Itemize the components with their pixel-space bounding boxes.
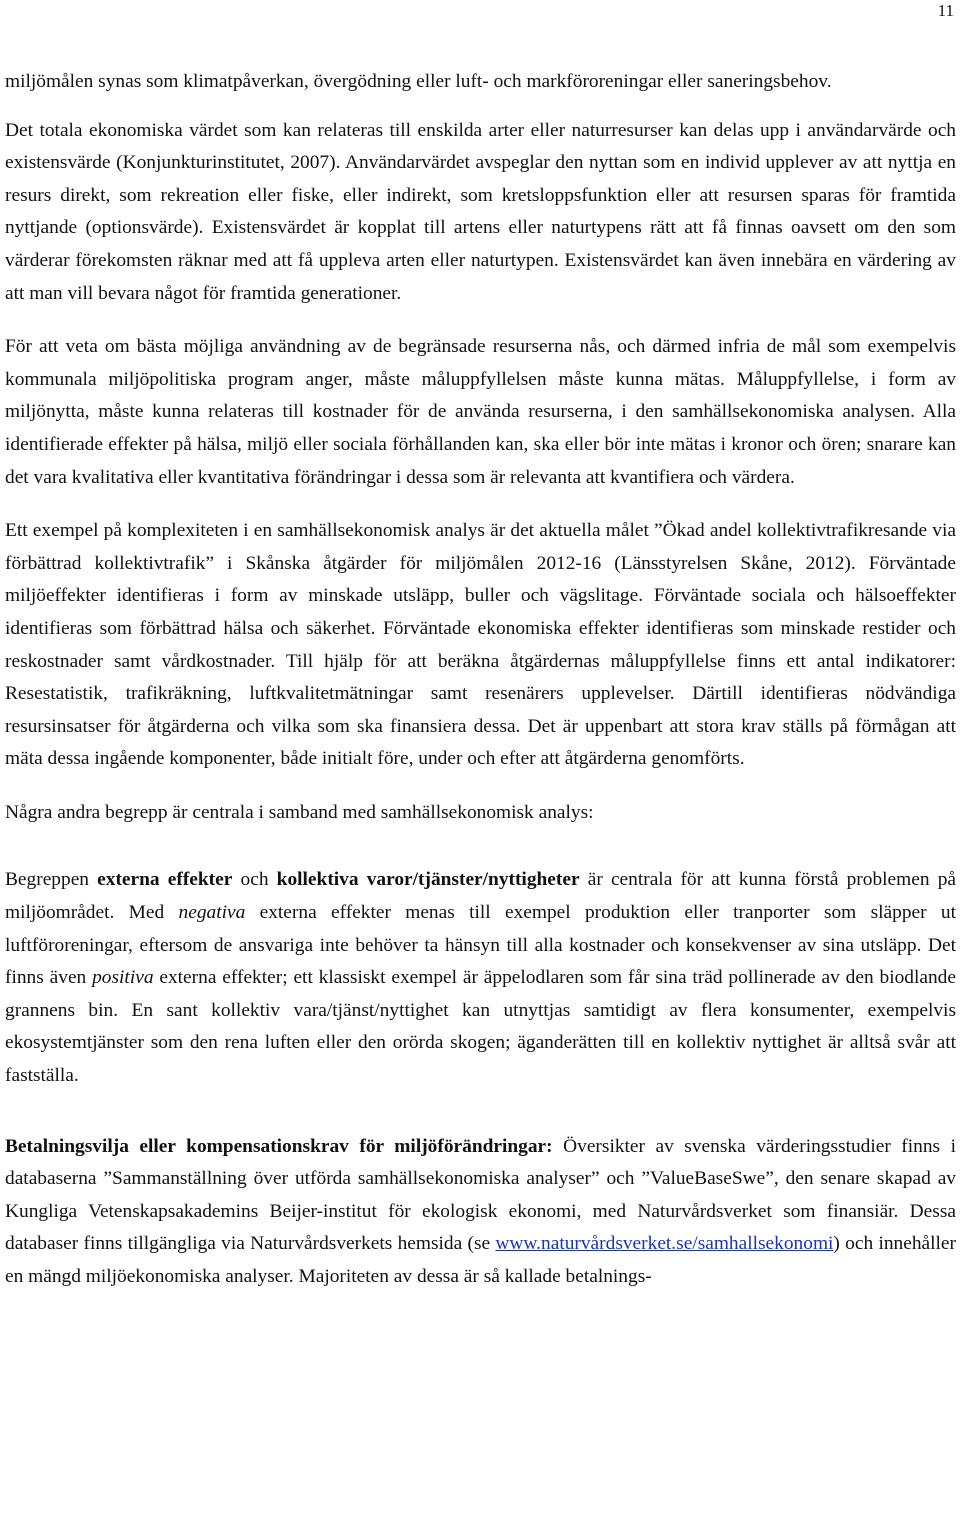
bold-term-kollektiva-varor: kollektiva varor/tjänster/nyttigheter [276,869,580,891]
paragraph-3: För att veta om bästa möjliga användning av de begränsade resurserna nås, och därmed infria de mål som exempelvis kommunala miljöpolitiska program anger, måste måluppfyllelsen måste kunna mätas. Måluppfyllelse, i form av miljönytta, måste kunna relateras till kostnader för de använda resurserna, i den samhällsekonomiska analysen. Alla identifierade effekter på hälsa, miljö eller sociala förhållanden kan, ska eller bör inte mätas i kronor och ören; snarare kan det vara kvalitativa eller kvantitativa förändringar i dessa som är relevanta att kvantifiera och värdera. [5,336,956,488]
italic-term-negativa: negativa [178,902,246,924]
text-span: ) och innehåller en mängd miljöekonomiska analyser. Majoriteten av dessa är så kallade betalnings- [5,1233,956,1287]
naturvardsverket-link[interactable]: www.naturvårdsverket.se/samhallsekonomi [495,1233,834,1255]
text-span: externa effekter menas till exempel produktion eller tranporter som släpper ut luftföroreningar, eftersom de ansvariga inte behöver ta hänsyn till alla kostnader och konsekvenser av sina utsläpp. Det finns även [5,902,956,989]
paragraph-1: miljömålen synas som klimatpåverkan, övergödning eller luft- och markföroreningar eller saneringsbehov. [5,71,832,92]
bold-heading-betalningsvilja: Betalningsvilja eller kompensationskrav för miljöförändringar: [5,1135,553,1157]
text-span: externa effekter; ett klassiskt exempel är äppelodlaren som får sina träd pollinerade av den biodlande grannens bin. En sant kollektiv vara/tjänst/nyttighet kan utnyttjas samtidigt av flera konsumenter, exempelvis ekosystemtjänster som den rena luften eller den orörda skogen; äganderätten till en kollektiv nyttighet är alltså svår att fastställa. [5,967,956,1087]
text-span: och [232,869,277,891]
text-span: Begreppen [5,869,98,891]
bold-term-externa-effekter: externa effekter [97,869,233,891]
paragraph-5: Några andra begrepp är centrala i samband med samhällsekonomisk analys: [5,801,594,823]
page-number: 11 [937,1,954,20]
paragraph-6 [5,864,956,1092]
text-span: är centrala för att kunna förstå problemen på miljöområdet. Med [5,869,956,924]
text-span: Översikter av svenska värderingsstudier finns i databaserna ”Sammanställning över utförda samhällsekonomiska analyser” och ”ValueBaseSwe”, den senare skapad av Kungliga Vetenskapsakademins Beijer-institut för ekologisk ekonomi, med Naturvårdsverket som finansiär. Dessa databaser finns tillgängliga via Naturvårdsverkets hemsida (se [5,1135,956,1255]
paragraph-7 [5,1131,956,1294]
paragraph-2: Det totala ekonomiska värdet som kan relateras till enskilda arter eller naturresurser kan delas upp i användarvärde och existensvärde (Konjunkturinstitutet, 2007). Användarvärdet avspeglar den nyttan som en individ upplever av att nyttja en resurs direkt, som rekreation eller fiske, eller indirekt, som kretsloppsfunktion eller att resursen sparas för framtida nyttjande (optionsvärde). Existensvärdet är kopplat till artens eller naturtypens rätt att få finnas oavsett om den som värderar förekomsten räknar med att få uppleva arten eller naturtypen. Existensvärdet kan även innebära en värdering av att man vill bevara något för framtida generationer. [5,119,956,304]
document-body [5,66,956,1315]
italic-term-positiva: positiva [92,967,154,989]
paragraph-4: Ett exempel på komplexiteten i en samhällsekonomisk analys är det aktuella målet ”Ökad andel kollektivtrafikresande via förbättrad kollektivtrafik” i Skånska åtgärder för miljömålen 2012-16 (Länsstyrelsen Skåne, 2012). Förväntade miljöeffekter identifieras i form av minskade utsläpp, buller och vägslitage. Förväntade sociala och hälsoeffekter identifieras som förbättrad hälsa och säkerhet. Förväntade ekonomiska effekter identifieras som minskade restider och reskostnader samt vårdkostnader. Till hjälp för att beräkna åtgärdernas måluppfyllelse finns ett antal indikatorer: Resestatistik, trafikräkning, luftkvalitetmätningar samt resenärers upplevelser. Därtill identifieras nödvändiga resursinsatser för åtgärderna och vilka som ska finansiera dessa. Det är uppenbart att stora krav ställs på förmågan att mäta dessa ingående komponenter, både initialt före, under och efter att åtgärderna genomförts. [5,520,956,770]
